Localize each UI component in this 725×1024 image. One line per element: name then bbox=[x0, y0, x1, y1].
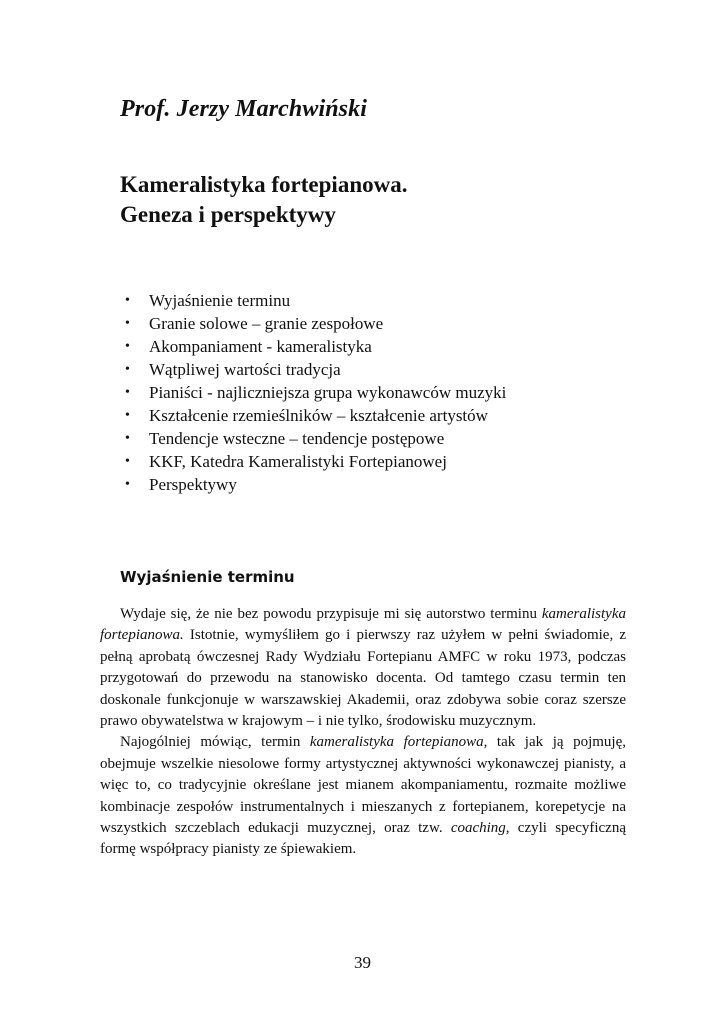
toc-item bbox=[122, 427, 506, 450]
author-name: Prof. Jerzy Marchwiński bbox=[120, 96, 367, 122]
bullet-icon: • bbox=[125, 316, 130, 331]
bullet-icon: • bbox=[125, 454, 130, 469]
toc-item-label: Wątpliwej wartości tradycja bbox=[149, 360, 341, 379]
toc-item-label: KKF, Katedra Kameralistyki Fortepianowej bbox=[149, 452, 447, 471]
bullet-icon: • bbox=[125, 408, 130, 423]
paragraph-1-text-c: Istotnie, wymyśliłem go i pierwszy raz użyłem w pełni świadomie, z pełną aprobatą ówczesnej Rady Wydziału Fortepianu AMFC w roku 1973, podczas przygotowań do przewodu na stanowisko docenta. Od tamtego czasu termin ten doskonale funkcjonuje w warszawskiej Akademii, oraz zdobywa sobie coraz szersze prawo obywatelstwa w krajowym – i nie tylko, środowisku muzycznym. bbox=[100, 627, 626, 730]
paragraph-2-term: kameralistyka fortepianowa, bbox=[309, 734, 488, 751]
bullet-icon: • bbox=[125, 385, 130, 400]
title-line-2: Geneza i perspektywy bbox=[120, 202, 336, 227]
toc-item-label: Kształcenie rzemieślników – kształcenie artystów bbox=[149, 406, 488, 425]
section-heading: Wyjaśnienie terminu bbox=[120, 568, 295, 586]
paragraph-2-coaching: coaching, bbox=[450, 820, 510, 837]
toc-item bbox=[122, 473, 506, 496]
toc-item bbox=[122, 404, 506, 427]
toc-item-label: Akompaniament - kameralistyka bbox=[149, 337, 372, 356]
bullet-icon: • bbox=[125, 477, 130, 492]
paragraph-2-text-c: tak jak ją pojmuję, obejmuje wszelkie niesolowe formy artystycznej aktywności wykonawczej pianisty, a więc to, co tradycyjnie określane jest mianem akompaniamentu, rozmaite możliwe kombinacje zespołów instrumentalnych i mieszanych z fortepianem, korepetycje na wszystkich szczeblach edukacji muzycznej, oraz tzw. bbox=[100, 734, 626, 837]
toc-item bbox=[122, 381, 506, 404]
article-title bbox=[120, 170, 407, 230]
bullet-icon: • bbox=[125, 339, 130, 354]
bullet-icon: • bbox=[125, 431, 130, 446]
section-body bbox=[100, 604, 626, 861]
table-of-contents bbox=[122, 289, 506, 496]
bullet-icon: • bbox=[125, 362, 130, 377]
toc-item bbox=[122, 312, 506, 335]
toc-item-label: Wyjaśnienie terminu bbox=[149, 291, 291, 310]
toc-item bbox=[122, 358, 506, 381]
page-number: 39 bbox=[354, 953, 371, 972]
toc-item bbox=[122, 289, 506, 312]
paragraph-2-text-a: Najogólniej mówiąc, termin bbox=[120, 734, 310, 751]
paragraph-2-text-e: czyli specyficzną formę współpracy pianisty ze śpiewakiem. bbox=[100, 820, 626, 858]
toc-item bbox=[122, 450, 506, 473]
paragraph-2 bbox=[100, 732, 626, 860]
toc-item-label: Tendencje wsteczne – tendencje postępowe bbox=[149, 429, 445, 448]
toc-item bbox=[122, 335, 506, 358]
toc-item-label: Granie solowe – granie zespołowe bbox=[149, 314, 384, 333]
toc-item-label: Pianiści - najliczniejsza grupa wykonawców muzyki bbox=[149, 383, 507, 402]
title-line-1: Kameralistyka fortepianowa. bbox=[120, 172, 408, 197]
paragraph-1-text-a: Wydaje się, że nie bez powodu przypisuje mi się autorstwo terminu bbox=[120, 606, 542, 622]
paragraph-1 bbox=[100, 604, 626, 732]
toc-item-label: Perspektywy bbox=[149, 475, 237, 494]
bullet-icon: • bbox=[125, 293, 130, 308]
paragraph-1-term: kameralistyka fortepianowa. bbox=[100, 606, 626, 644]
